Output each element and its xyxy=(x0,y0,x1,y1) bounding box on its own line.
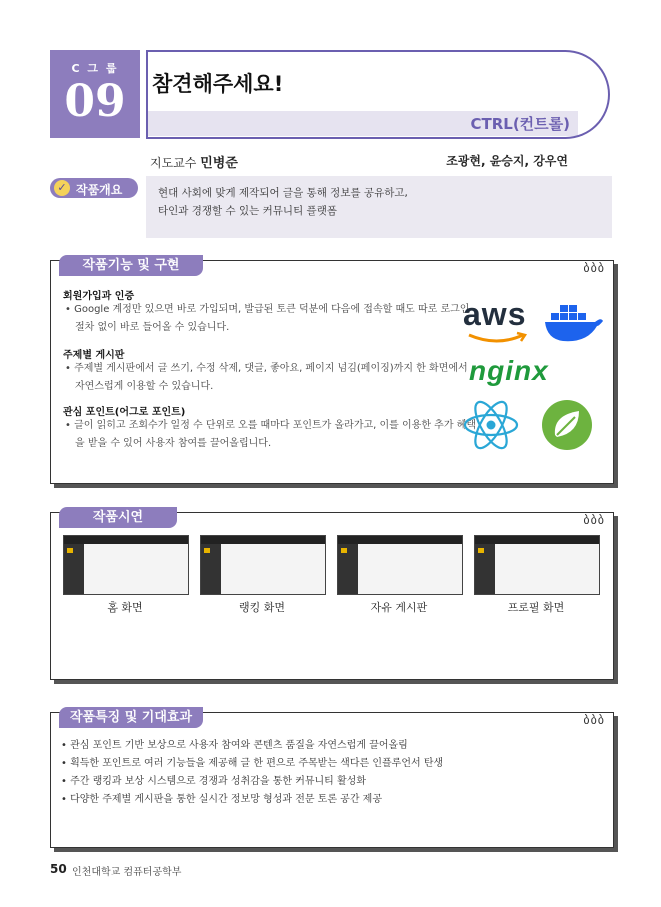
advisor-name: 민병준 xyxy=(200,156,238,171)
feature-text: • Google 계정만 있으면 바로 가입되며, 발급된 토큰 덕분에 다음에 접속할 때도 따로 로그인 xyxy=(65,304,470,315)
check-icon: ✓ xyxy=(54,180,70,196)
effects-section xyxy=(50,712,614,848)
feature-heading: 관심 포인트(어그로 포인트) xyxy=(63,407,186,418)
overview-label-text: 작품개요 xyxy=(76,183,123,197)
overview-line: 현대 사회에 맞게 제작되어 글을 통해 정보를 공유하고, xyxy=(158,187,408,199)
header-rule-top xyxy=(146,50,556,52)
screenshot-thumbnail xyxy=(200,535,326,595)
department-name: 인천대학교 컴퓨터공학부 xyxy=(72,867,182,878)
demo-section xyxy=(50,512,614,680)
aws-logo-icon: aws xyxy=(463,297,529,349)
overview-box xyxy=(146,176,612,238)
features-section xyxy=(50,260,614,484)
group-label: C 그 룹 xyxy=(71,62,119,75)
binder-rings-icon: ბბბ xyxy=(583,513,605,527)
list-item: • 다양한 주제별 게시판을 통한 실시간 정보망 형성과 전문 토론 공간 제공 xyxy=(61,794,383,805)
header-rule-bottom xyxy=(146,137,556,139)
screenshot-thumbnail xyxy=(337,535,463,595)
list-item: • 관심 포인트 기반 보상으로 사용자 참여와 콘텐츠 품질을 자연스럽게 끌어올림 xyxy=(61,740,408,751)
project-title: 참견해주세요! xyxy=(152,72,284,96)
group-badge xyxy=(50,50,140,138)
screenshot-caption: 랭킹 화면 xyxy=(238,601,285,614)
binder-rings-icon: ბბბ xyxy=(583,261,605,275)
docker-logo-icon xyxy=(543,299,603,345)
screenshot-caption: 프로필 화면 xyxy=(507,601,565,614)
feature-text: 자연스럽게 이용할 수 있습니다. xyxy=(75,381,214,392)
react-logo-icon xyxy=(461,397,521,453)
feature-text: 을 받을 수 있어 사용자 참여를 끌어올립니다. xyxy=(75,438,272,449)
feature-text: 절차 없이 바로 들어올 수 있습니다. xyxy=(75,322,230,333)
screenshot-caption: 자유 게시판 xyxy=(370,601,428,614)
binder-rings-icon: ბბბ xyxy=(583,713,605,727)
screenshot-thumbnail xyxy=(474,535,600,595)
screenshot-thumbnail xyxy=(63,535,189,595)
feature-heading: 주제별 게시판 xyxy=(63,350,125,361)
team-members: 조광현, 윤승지, 강우연 xyxy=(446,154,568,168)
advisor-label: 지도교수 xyxy=(150,156,197,170)
effects-list xyxy=(61,737,443,809)
feature-heading: 회원가입과 인증 xyxy=(63,291,135,302)
feature-text: • 글이 읽히고 조회수가 일정 수 단위로 오를 때마다 포인트가 올라가고, 이를 이용한 추가 혜택 xyxy=(65,420,476,431)
feature-text: • 주제별 게시판에서 글 쓰기, 수정 삭제, 댓글, 좋아요, 페이지 넘김(페이징)까지 한 화면에서 xyxy=(65,363,468,374)
overview-line: 타인과 경쟁할 수 있는 커뮤니티 플랫폼 xyxy=(158,205,337,217)
list-item: • 획득한 포인트로 여러 기능들을 제공해 글 한 편으로 주목받는 색다른 인플루언서 탄생 xyxy=(61,758,444,769)
team-name: CTRL(컨트롤) xyxy=(470,115,570,133)
spring-logo-icon xyxy=(539,397,595,453)
page-number: 50 xyxy=(50,862,67,876)
screenshot-caption: 홈 화면 xyxy=(107,601,143,614)
list-item: • 주간 랭킹과 보상 시스템으로 경쟁과 성취감을 통한 커뮤니티 활성화 xyxy=(61,776,366,787)
overview-label xyxy=(50,178,138,198)
section-title: 작품특징 및 기대효과 xyxy=(59,707,203,728)
section-title: 작품기능 및 구현 xyxy=(59,255,203,276)
nginx-logo-icon: nginx xyxy=(469,355,549,386)
group-number: 09 xyxy=(64,76,126,127)
advisor xyxy=(150,152,238,171)
section-title: 작품시연 xyxy=(59,507,177,528)
